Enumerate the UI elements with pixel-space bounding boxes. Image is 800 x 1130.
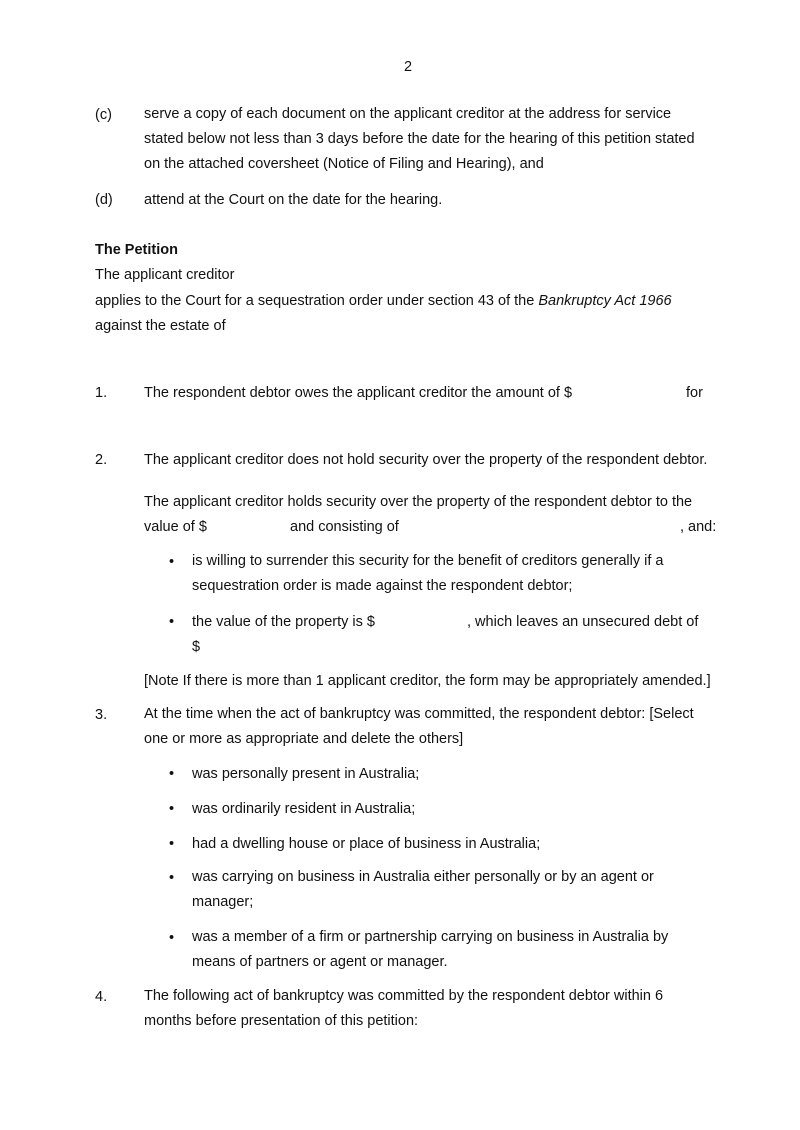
item-c-label: (c) — [95, 107, 112, 123]
item-c-line-2: stated below not less than 3 days before the date for the hearing of this petition stated — [144, 131, 695, 147]
bullet-icon: • — [169, 836, 175, 852]
petition-line-3: against the estate of — [95, 318, 226, 334]
item-3-text — [144, 702, 694, 752]
petition-line-2-text: applies to the Court for a sequestration order under section 43 of the — [95, 293, 539, 309]
item-3-line-1: At the time when the act of bankruptcy was committed, the respondent debtor: [Select — [144, 706, 694, 722]
item-3-bullet-3: had a dwelling house or place of business in Australia; — [192, 836, 541, 852]
item-2-alt-consisting: and consisting of — [290, 519, 399, 535]
item-c-line-1: serve a copy of each document on the applicant creditor at the address for service — [144, 106, 672, 122]
bullet-icon: • — [169, 614, 175, 630]
bullet-icon: • — [169, 870, 175, 886]
item-2-note: [Note If there is more than 1 applicant creditor, the form may be appropriately amended.] — [144, 673, 711, 689]
bankruptcy-act-title: Bankruptcy Act 1966 — [538, 293, 672, 309]
petition-line-2 — [95, 293, 672, 309]
item-3-bullet-4-line-1: was carrying on business in Australia either personally or by an agent or — [192, 869, 654, 885]
item-2-bullet-1-line-2: sequestration order is made against the respondent debtor; — [192, 578, 573, 594]
bullet-icon: • — [169, 930, 175, 946]
item-3-bullet-1: was personally present in Australia; — [192, 766, 420, 782]
item-3-bullet-4 — [192, 865, 654, 915]
item-2-bullet-2-pre: the value of the property is $ — [192, 614, 375, 630]
item-2-alt-value: value of $ — [144, 519, 207, 535]
item-2-number: 2. — [95, 452, 108, 468]
item-1-suffix: for — [686, 385, 703, 401]
item-2-bullet-2-line-2: $ — [192, 639, 201, 655]
item-4-number: 4. — [95, 989, 108, 1005]
item-4-text — [144, 984, 663, 1034]
item-2-alt-and: , and: — [680, 519, 717, 535]
bullet-icon: • — [169, 766, 175, 782]
item-3-number: 3. — [95, 707, 108, 723]
item-3-bullet-4-line-2: manager; — [192, 894, 254, 910]
item-3-bullet-2: was ordinarily resident in Australia; — [192, 801, 416, 817]
bullet-icon: • — [169, 801, 175, 817]
petition-heading: The Petition — [95, 242, 178, 258]
item-2-alt-line-1: The applicant creditor holds security over the property of the respondent debtor to the — [144, 494, 693, 510]
item-4-line-1: The following act of bankruptcy was committed by the respondent debtor within 6 — [144, 988, 664, 1004]
item-3-bullet-5 — [192, 925, 668, 975]
item-2-bullet-1 — [192, 549, 663, 599]
item-c-line-3: on the attached coversheet (Notice of Filing and Hearing), and — [144, 156, 544, 172]
item-2-bullet-1-line-1: is willing to surrender this security for the benefit of creditors generally if a — [192, 553, 664, 569]
item-1-number: 1. — [95, 385, 108, 401]
page-number: 2 — [404, 59, 413, 75]
item-c-text — [144, 102, 695, 177]
item-1-text: The respondent debtor owes the applicant creditor the amount of $ — [144, 385, 573, 401]
item-d-text: attend at the Court on the date for the hearing. — [144, 192, 443, 208]
item-4-line-2: months before presentation of this petition: — [144, 1013, 419, 1029]
item-3-bullet-5-line-1: was a member of a firm or partnership carrying on business in Australia by — [192, 929, 669, 945]
petition-line-1: The applicant creditor — [95, 267, 235, 283]
item-3-bullet-5-line-2: means of partners or agent or manager. — [192, 954, 448, 970]
bullet-icon: • — [169, 554, 175, 570]
item-2-bullet-2-post: , which leaves an unsecured debt of — [467, 614, 699, 630]
item-d-label: (d) — [95, 192, 113, 208]
item-3-line-2: one or more as appropriate and delete the others] — [144, 731, 464, 747]
item-2-text: The applicant creditor does not hold security over the property of the respondent debtor. — [144, 452, 708, 468]
